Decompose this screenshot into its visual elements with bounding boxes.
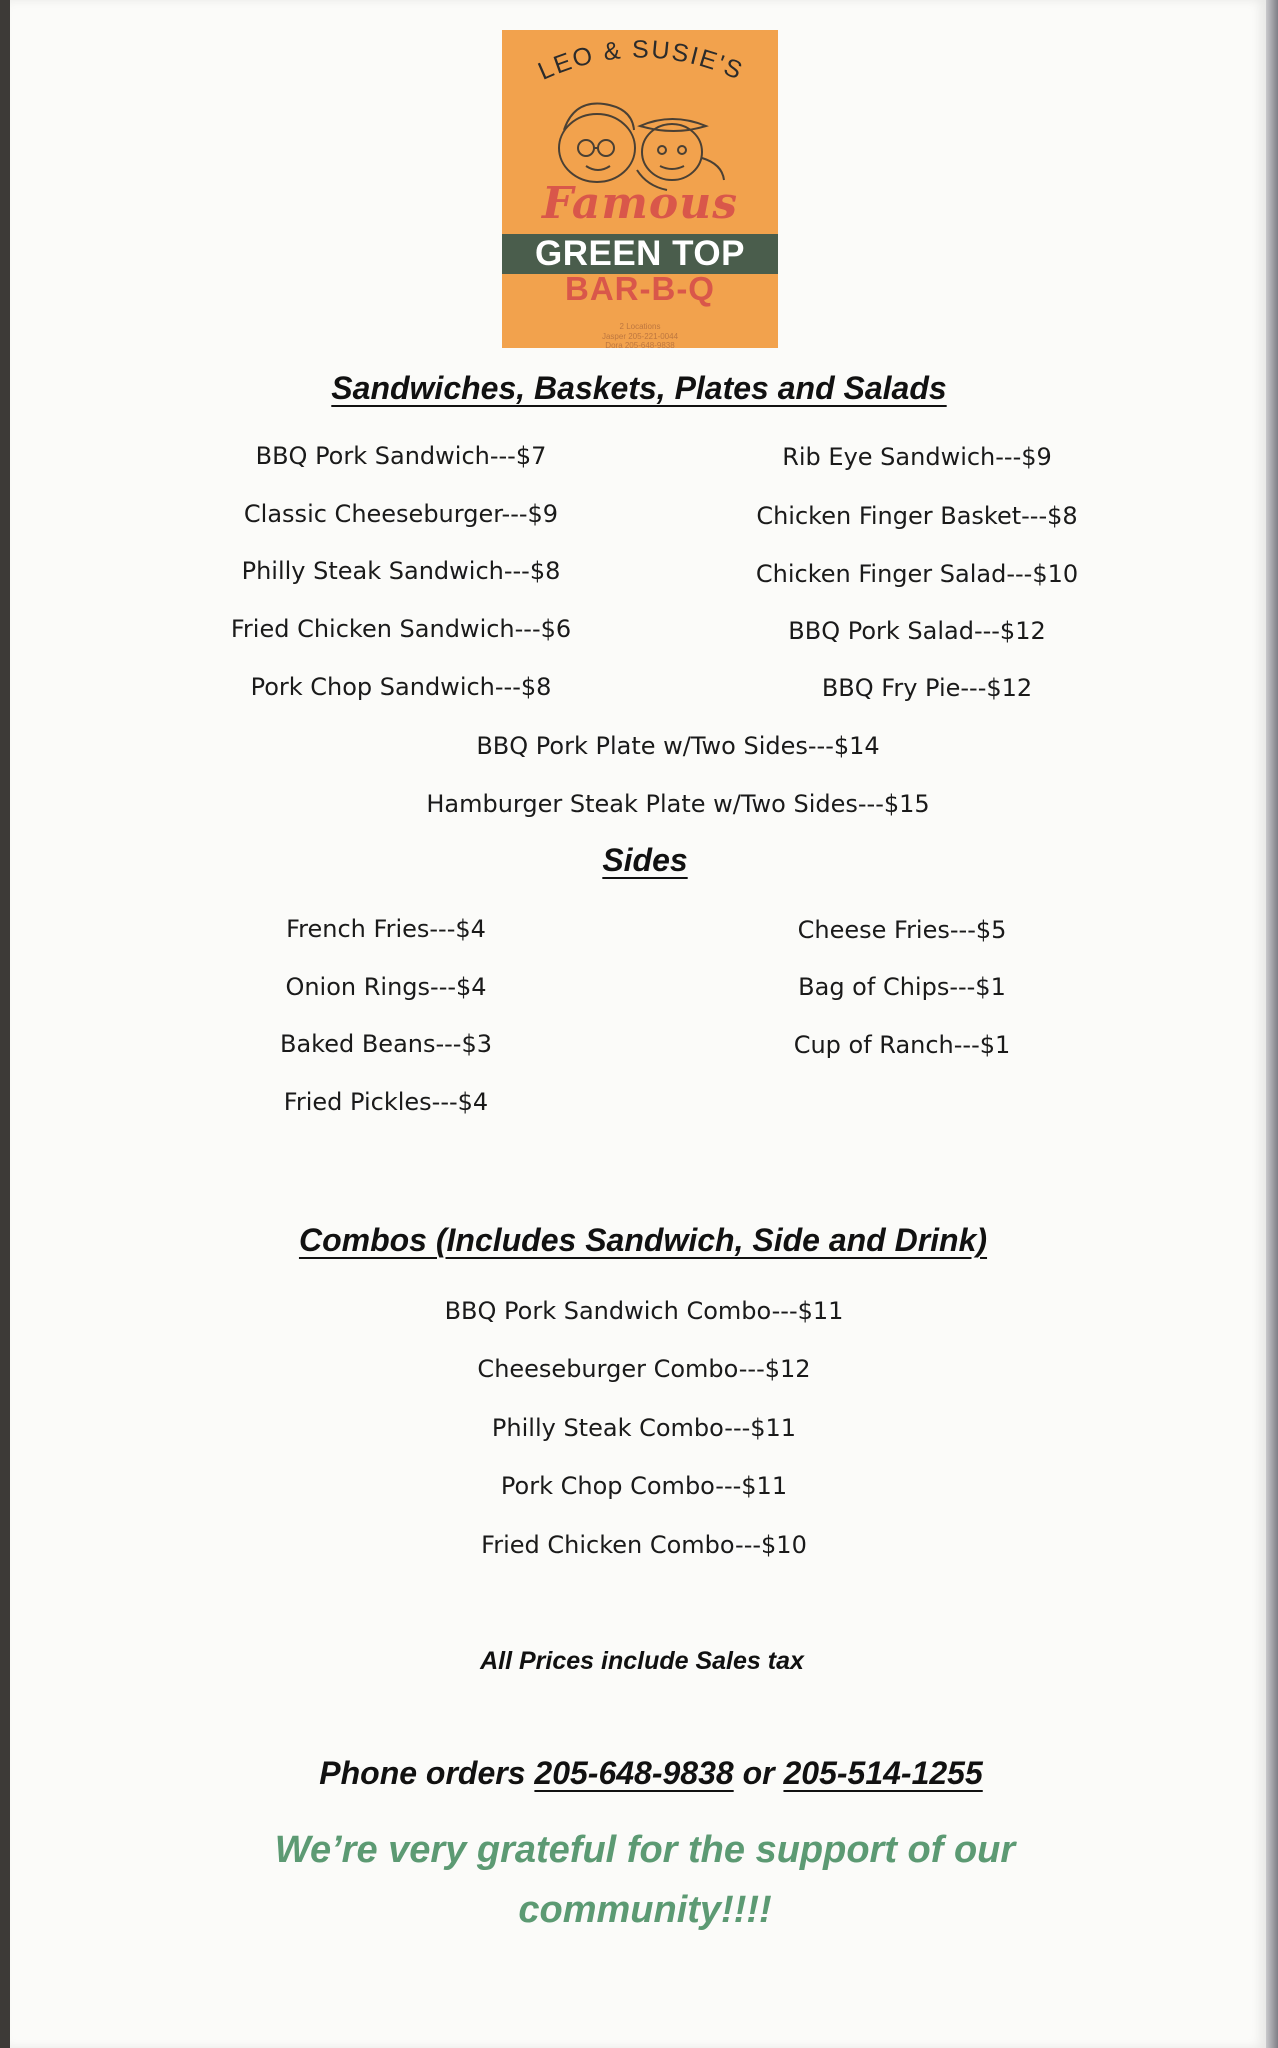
logo-small-line: 2 Locations: [619, 322, 661, 331]
svg-text:LEO & SUSIE'S: [534, 35, 748, 85]
menu-item: Rib Eye Sandwich---$9: [782, 443, 1052, 471]
side-item: Bag of Chips---$1: [798, 973, 1006, 1001]
combo-item: Fried Chicken Combo---$10: [481, 1531, 807, 1559]
menu-item: Chicken Finger Salad---$10: [755, 560, 1079, 588]
side-item: Fried Pickles---$4: [283, 1088, 489, 1116]
restaurant-logo: [502, 30, 778, 348]
menu-item: Fried Chicken Sandwich---$6: [230, 615, 572, 643]
logo-small-line: Dora 205-648-9838: [605, 341, 675, 348]
side-item: Baked Beans---$3: [279, 1030, 493, 1058]
thanks-line-2: community!!!!: [518, 1889, 772, 1931]
menu-item: Pork Chop Sandwich---$8: [250, 673, 552, 701]
combo-item: BBQ Pork Sandwich Combo---$11: [444, 1297, 844, 1325]
phone-or: or: [733, 1755, 784, 1791]
side-item: French Fries---$4: [286, 915, 486, 943]
menu-item: Chicken Finger Basket---$8: [756, 502, 1078, 530]
combo-item: Cheeseburger Combo---$12: [477, 1355, 811, 1383]
logo-small-line: Jasper 205-221-0044: [601, 332, 679, 341]
side-item: Cheese Fries---$5: [797, 916, 1007, 944]
thanks-message: [6, 1820, 1278, 1940]
menu-item: Classic Cheeseburger---$9: [243, 500, 559, 528]
menu-item: BBQ Pork Plate w/Two Sides---$14: [476, 732, 880, 760]
logo-green-top-band: GREEN TOP: [502, 234, 778, 274]
phone-number-1[interactable]: 205-648-9838: [534, 1755, 734, 1791]
combo-item: Philly Steak Combo---$11: [491, 1414, 797, 1442]
phone-prefix: Phone orders: [319, 1755, 535, 1791]
phone-orders-line: [12, 1755, 1278, 1792]
side-item: Onion Rings---$4: [285, 973, 487, 1001]
thanks-line-1: We’re very grateful for the support of our: [274, 1829, 1016, 1871]
menu-item: Hamburger Steak Plate w/Two Sides---$15: [426, 790, 930, 818]
menu-item: Philly Steak Sandwich---$8: [241, 557, 561, 585]
combo-item: Pork Chop Combo---$11: [500, 1472, 788, 1500]
phone-number-2[interactable]: 205-514-1255: [783, 1755, 983, 1791]
combos-heading: Combos (Includes Sandwich, Side and Drink): [298, 1222, 988, 1258]
page-edge: [1266, 0, 1278, 2048]
menu-item: BBQ Fry Pie---$12: [821, 674, 1033, 702]
sandwiches-heading: Sandwiches, Baskets, Plates and Salads: [331, 370, 947, 406]
logo-bar-b-q-text: BAR-B-Q: [565, 270, 715, 307]
menu-item: BBQ Pork Salad---$12: [788, 617, 1046, 645]
side-item: Cup of Ranch---$1: [793, 1031, 1011, 1059]
sides-heading: Sides: [602, 842, 688, 878]
menu-item: BBQ Pork Sandwich---$7: [255, 442, 547, 470]
logo-arc-text: LEO & SUSIE'S: [534, 35, 748, 86]
sales-tax-note: All Prices include Sales tax: [480, 1647, 804, 1675]
logo-famous-text: Famous: [541, 178, 738, 229]
